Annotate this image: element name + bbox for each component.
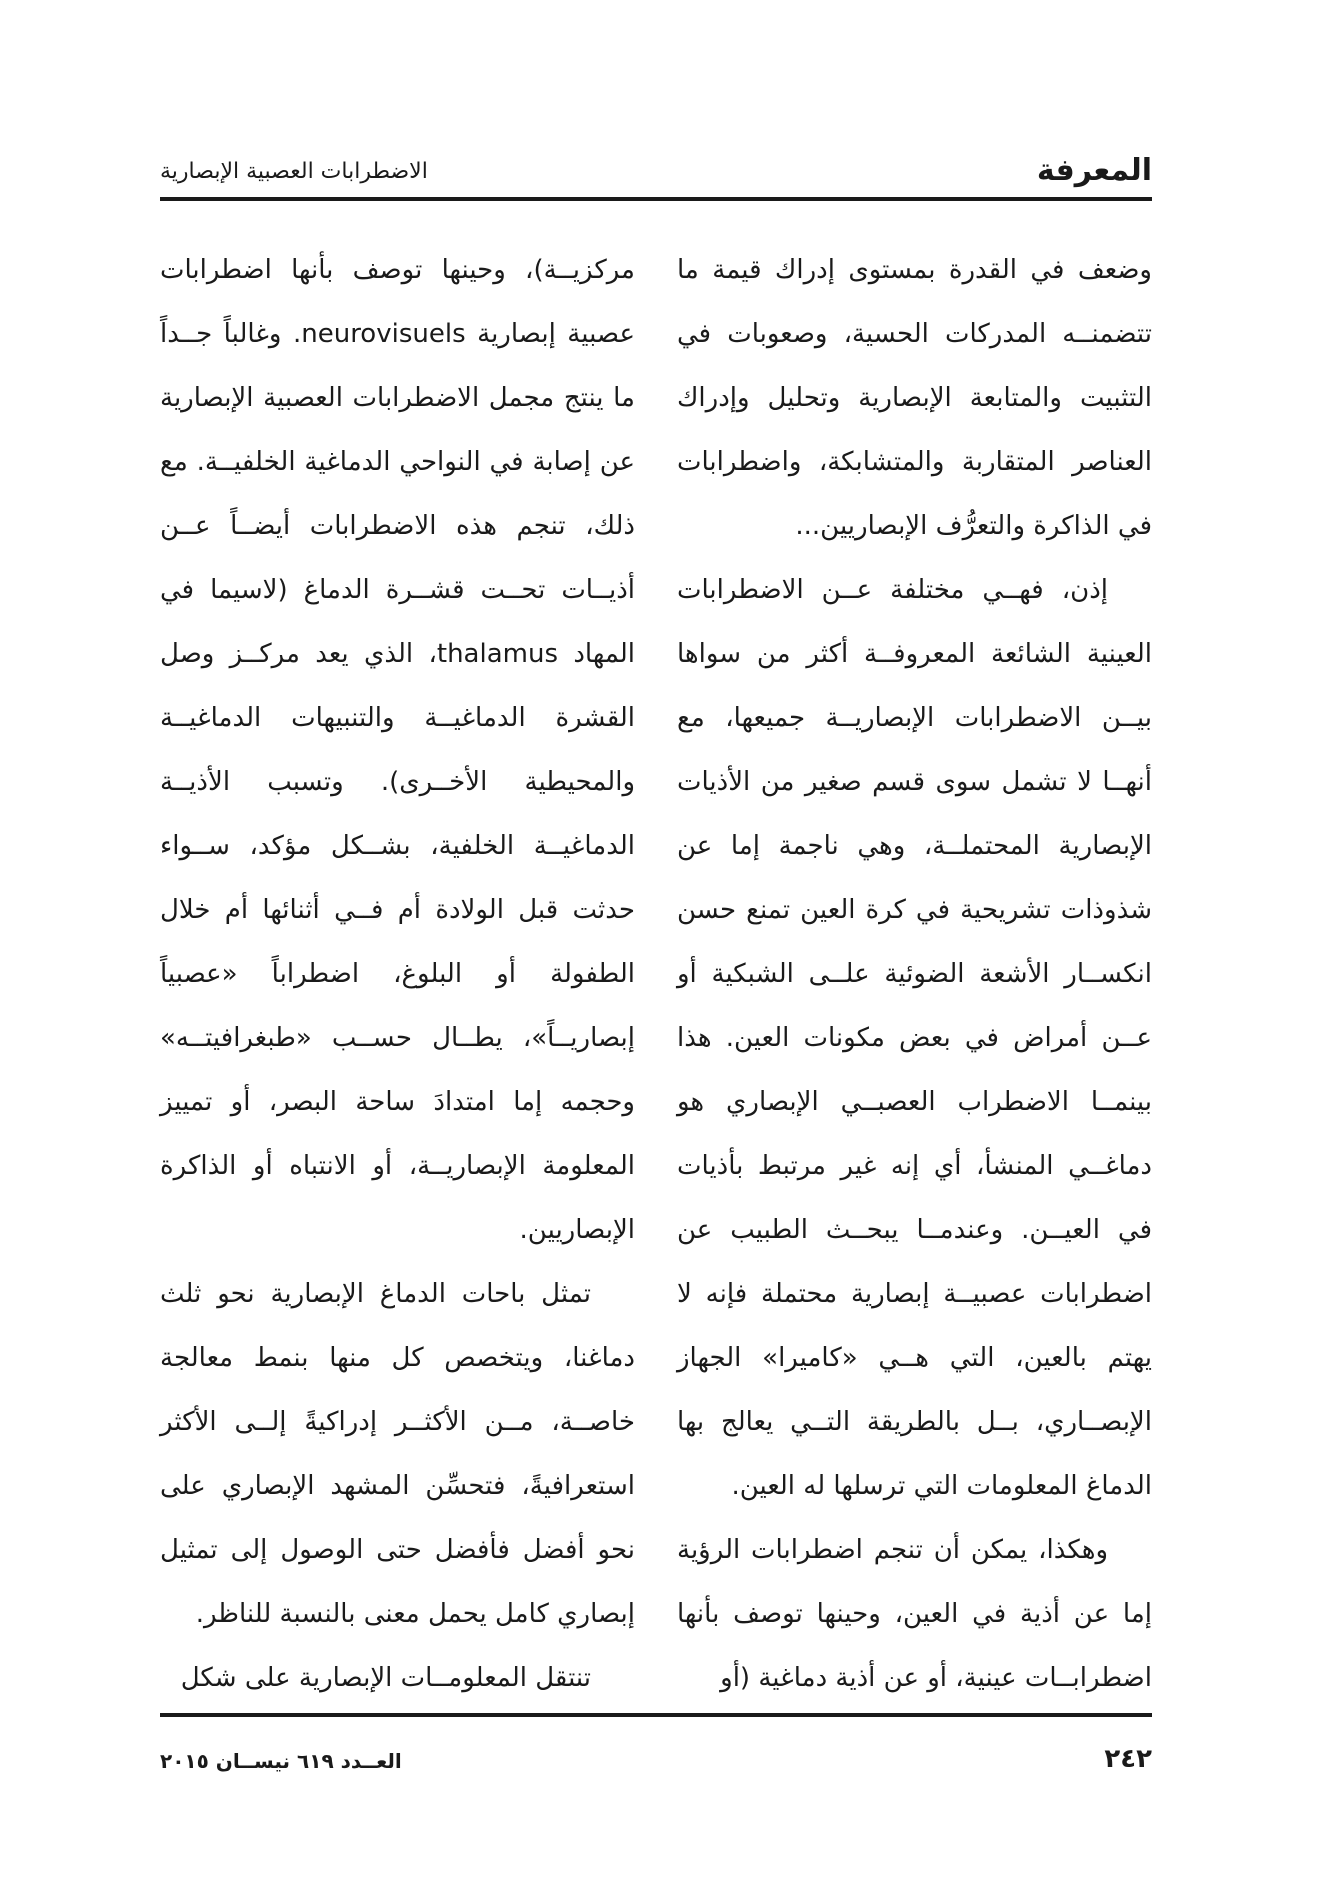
magazine-logo: المعرفة xyxy=(1036,153,1152,188)
header-rule xyxy=(160,197,1152,201)
paragraph: تمثل باحات الدماغ الإبصارية نحو ثلث دماغنا، ويتخصص كل منها بنمط معالجة خاصــة، مــن الأكثــر إدراكيةً إلــى الأكثر استعرافيةً، فتحسِّن المشهد الإبصاري على نحو أفضل فأفضل حتى الوصول إلى تمثيل إبصاري كامل يحمل معنى بالنسبة للناظر. xyxy=(160,1279,635,1629)
page-number: ٢٤٢ xyxy=(1104,1744,1152,1774)
footer-rule xyxy=(160,1713,1152,1717)
paragraph: مركزيــة)، وحينها توصف بأنها اضطرابات عصبية إبصارية neurovisuels. وغالباً جــداً ما ينتج مجمل الاضطرابات العصبية الإبصارية عن إصابة في النواحي الدماغية الخلفيــة. مع ذلك، تنجم هذه الاضطرابات أيضــاً عــن أذيــات تحــت قشــرة الدماغ (لاسيما في المهاد thalamus، الذي يعد مركــز وصل القشرة الدماغيــة والتنبيهات الدماغيــة والمحيطية الأخــرى). وتسبب الأذيــة الدماغيــة الخلفية، بشــكل مؤكد، ســواء حدثت قبل الولادة أم فــي أثنائها أم خلال الطفولة أو البلوغ، اضطراباً «عصبياً إبصاريــاً»، يطــال حســب «طبغرافيتــه» وحجمه إما امتدادَ ساحة البصر، أو تمييز المعلومة الإبصاريــة، أو الانتباه أو الذاكرة الإبصاريين. xyxy=(160,255,635,1245)
column-right xyxy=(677,238,1152,1710)
issue-info: العــدد ٦١٩ نيســان ٢٠١٥ xyxy=(160,1749,402,1773)
page-header xyxy=(160,150,1152,194)
column-left xyxy=(160,238,635,1710)
paragraph: وضعف في القدرة بمستوى إدراك قيمة ما تتضمنــه المدركات الحسية، وصعوبات في التثبيت والمتابعة الإبصارية وتحليل وإدراك العناصر المتقاربة والمتشابكة، واضطرابات في الذاكرة والتعرُّف الإبصاريين... xyxy=(677,255,1152,541)
running-title: الاضطرابات العصبية الإبصارية xyxy=(160,159,428,184)
paragraph: إذن، فهــي مختلفة عــن الاضطرابات العينية الشائعة المعروفــة أكثر من سواها بيــن الاضطرابات الإبصاريــة جميعها، مع أنهــا لا تشمل سوى قسم صغير من الأذيات الإبصارية المحتملــة، وهي ناجمة إما عن شذوذات تشريحية في كرة العين تمنع حسن انكســار الأشعة الضوئية علــى الشبكية أو عــن أمراض في بعض مكونات العين. هذا بينمــا الاضطراب العصبــي الإبصاري هو دماغــي المنشأ، أي إنه غير مرتبط بأذيات في العيــن. وعندمــا يبحــث الطبيب عن اضطرابات عصبيــة إبصارية محتملة فإنه لا يهتم بالعين، التي هــي «كاميرا» الجهاز الإبصــاري، بــل بالطريقة التــي يعالج بها الدماغ المعلومات التي ترسلها له العين. xyxy=(677,575,1152,1501)
paragraph: تنتقل المعلومــات الإبصارية على شكل xyxy=(180,1663,591,1693)
paragraph: وهكذا، يمكن أن تنجم اضطرابات الرؤية إما عن أذية في العين، وحينها توصف بأنها اضطرابــات عينية، أو عن أذية دماغية (أو xyxy=(677,1535,1152,1693)
